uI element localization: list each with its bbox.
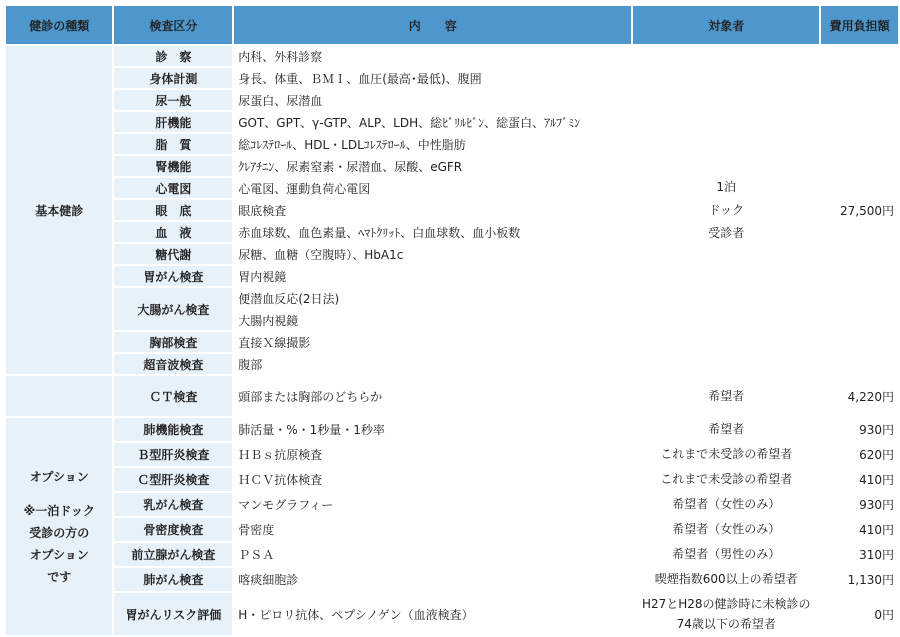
basic-fee-cell: 27,500円 <box>821 46 898 374</box>
target-cell: これまで未受診の希望者 <box>633 443 819 466</box>
target-line: H27とH28の健診時に未検診の <box>641 597 811 611</box>
category-cell: ＣＴ検査 <box>114 376 232 416</box>
content-cell: 肺活量・%・1秒量・1秒率 <box>234 418 631 441</box>
content-cell: マンモグラフィー <box>234 493 631 516</box>
header-type: 健診の種類 <box>6 6 112 44</box>
category-cell: 診 察 <box>114 46 232 66</box>
content-cell: 赤血球数、血色素量、ﾍﾏﾄｸﾘｯﾄ、白血球数、血小板数 <box>234 222 631 242</box>
category-cell: 乳がん検査 <box>114 493 232 516</box>
basic-type-cell: 基本健診 <box>6 46 112 374</box>
fee-cell: 620円 <box>821 443 898 466</box>
table-row <box>6 518 898 541</box>
target-cell <box>633 593 819 635</box>
content-cell: ＨＣＶ抗体検査 <box>234 468 631 491</box>
basic-target-line: 1泊 <box>716 179 737 194</box>
content-cell: 骨密度 <box>234 518 631 541</box>
fee-cell: 4,220円 <box>821 376 898 416</box>
category-cell: 心電図 <box>114 178 232 198</box>
content-cell: ＨＢｓ抗原検査 <box>234 443 631 466</box>
ct-type-cell <box>6 376 112 416</box>
table-row <box>6 493 898 516</box>
content-cell: 頭部または胸部のどちらか <box>234 376 631 416</box>
fee-cell: 410円 <box>821 518 898 541</box>
header-category: 検査区分 <box>114 6 232 44</box>
options-note: 受診の方の <box>29 525 90 540</box>
content-cell: GOT、GPT、γ-GTP、ALP、LDH、総ﾋﾞﾘﾙﾋﾞﾝ、総蛋白、ｱﾙﾌﾞﾐﾝ <box>234 112 631 132</box>
content-cell: 腹部 <box>234 354 631 374</box>
content-cell: 内科、外科診察 <box>234 46 631 66</box>
table-row <box>6 46 898 66</box>
options-note: です <box>47 569 72 584</box>
category-cell: 尿一般 <box>114 90 232 110</box>
table-row <box>6 543 898 566</box>
category-cell: 腎機能 <box>114 156 232 176</box>
category-cell: 前立腺がん検査 <box>114 543 232 566</box>
category-cell: Ｂ型肝炎検査 <box>114 443 232 466</box>
content-cell: 心電図、運動負荷心電図 <box>234 178 631 198</box>
table-row <box>6 443 898 466</box>
header-fee: 費用負担額 <box>821 6 898 44</box>
content-cell: 総ｺﾚｽﾃﾛｰﾙ、HDL・LDLｺﾚｽﾃﾛｰﾙ、中性脂肪 <box>234 134 631 154</box>
fee-cell: 930円 <box>821 418 898 441</box>
content-cell: 身長、体重、ＢＭＩ、血圧(最高･最低)、腹囲 <box>234 68 631 88</box>
category-cell: 胃がん検査 <box>114 266 232 286</box>
category-cell: 血 液 <box>114 222 232 242</box>
basic-target-line: ドック <box>708 202 744 217</box>
table-row <box>6 593 898 635</box>
content-cell: 眼底検査 <box>234 200 631 220</box>
target-cell: 希望者（女性のみ） <box>633 518 819 541</box>
basic-target-line: 受診者 <box>708 225 745 240</box>
fee-cell: 310円 <box>821 543 898 566</box>
content-cell: ＰＳＡ <box>234 543 631 566</box>
category-cell: 糖代謝 <box>114 244 232 264</box>
category-cell: 骨密度検査 <box>114 518 232 541</box>
target-cell: 希望者（女性のみ） <box>633 493 819 516</box>
content-cell: 大腸内視鏡 <box>234 310 631 330</box>
content-cell: 胃内視鏡 <box>234 266 631 286</box>
header-target: 対象者 <box>633 6 819 44</box>
category-cell: 眼 底 <box>114 200 232 220</box>
category-cell: 肝機能 <box>114 112 232 132</box>
category-cell: Ｃ型肝炎検査 <box>114 468 232 491</box>
checkup-table <box>4 4 900 637</box>
fee-cell: 0円 <box>821 593 898 635</box>
target-cell: 希望者（男性のみ） <box>633 543 819 566</box>
table-row <box>6 568 898 591</box>
options-note: ※一泊ドック <box>23 503 95 518</box>
target-cell: これまで未受診の希望者 <box>633 468 819 491</box>
table-row <box>6 418 898 441</box>
content-cell: ｸﾚｱﾁﾆﾝ、尿素窒素・尿潜血、尿酸、eGFR <box>234 156 631 176</box>
table-row <box>6 376 898 416</box>
content-cell: 便潜血反応(2日法) <box>234 288 631 308</box>
content-cell: 直接Ｘ線撮影 <box>234 332 631 352</box>
options-type-cell <box>6 418 112 635</box>
content-cell: 喀痰細胞診 <box>234 568 631 591</box>
table-row <box>6 468 898 491</box>
header-content: 内 容 <box>234 6 631 44</box>
header-row <box>6 6 898 44</box>
target-cell: 希望者 <box>633 376 819 416</box>
category-cell: 胃がんリスク評価 <box>114 593 232 635</box>
content-cell: 尿蛋白、尿潜血 <box>234 90 631 110</box>
fee-cell: 410円 <box>821 468 898 491</box>
content-cell: H・ピロリ抗体、ペプシノゲン（血液検査） <box>234 593 631 635</box>
fee-cell: 1,130円 <box>821 568 898 591</box>
options-note: オプション <box>29 547 89 562</box>
options-label: オプション <box>29 469 89 484</box>
basic-target-cell <box>633 46 819 374</box>
category-cell: 脂 質 <box>114 134 232 154</box>
target-line: 74歳以下の希望者 <box>676 617 776 631</box>
category-cell: 肺がん検査 <box>114 568 232 591</box>
target-cell: 希望者 <box>633 418 819 441</box>
fee-cell: 930円 <box>821 493 898 516</box>
content-cell: 尿糖、血糖（空腹時）、HbA1c <box>234 244 631 264</box>
category-cell: 肺機能検査 <box>114 418 232 441</box>
category-cell-colon: 大腸がん検査 <box>114 288 232 330</box>
category-cell: 超音波検査 <box>114 354 232 374</box>
category-cell: 身体計測 <box>114 68 232 88</box>
target-cell: 喫煙指数600以上の希望者 <box>633 568 819 591</box>
category-cell: 胸部検査 <box>114 332 232 352</box>
